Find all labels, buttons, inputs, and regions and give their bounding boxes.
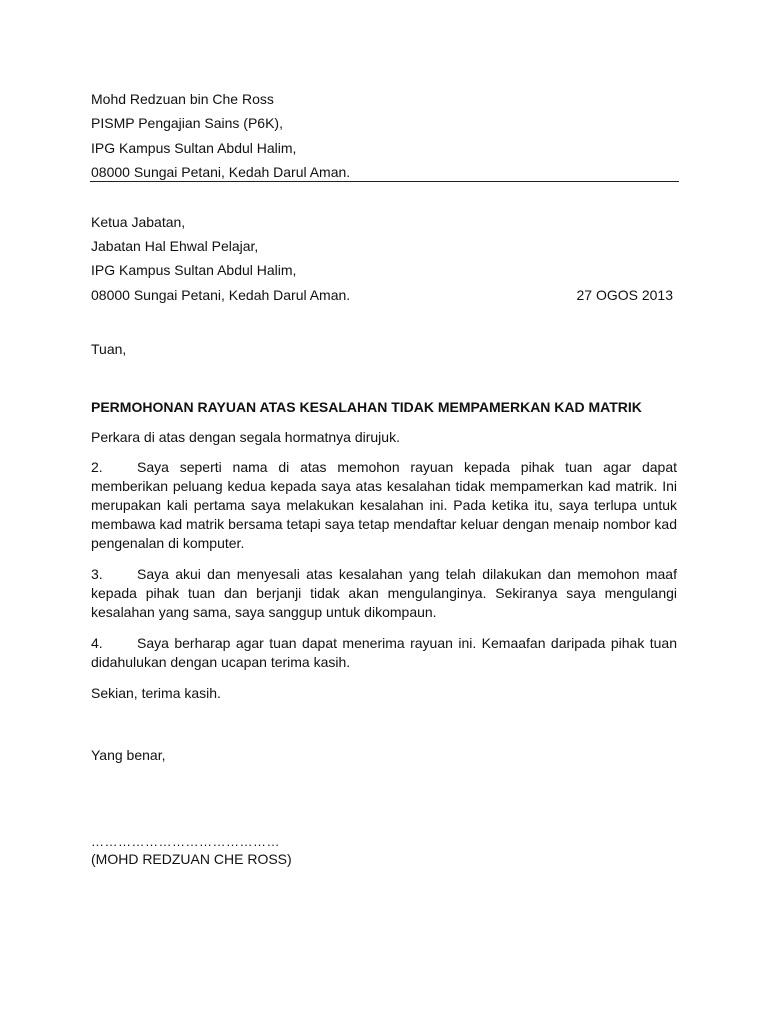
reference-line: Perkara di atas dengan segala hormatnya dirujuk.: [91, 429, 400, 445]
signatory-name: (MOHD REDZUAN CHE ROSS): [91, 851, 292, 867]
sender-name: Mohd Redzuan bin Che Ross: [91, 91, 274, 107]
paragraph-text: Saya seperti nama di atas memohon rayuan kepada pihak tuan agar dapat memberikan peluang kedua kepada saya atas kesalahan tidak mempamerkan kad matrik. Ini merupakan kali pertama saya melakukan kesalahan ini. Pada ketika itu, saya terlupa untuk membawa kad matrik bersama tetapi saya tetap mendaftar keluar dengan menaip nombor kad pengenalan di komputer.: [91, 459, 677, 551]
paragraph-4: [91, 634, 677, 672]
recipient-title: Ketua Jabatan,: [91, 214, 186, 230]
paragraph-2: [91, 458, 677, 553]
recipient-address: 08000 Sungai Petani, Kedah Darul Aman.: [91, 287, 351, 303]
letter-date: 27 OGOS 2013: [576, 287, 673, 303]
paragraph-number: 3.: [91, 566, 103, 582]
recipient-department: Jabatan Hal Ehwal Pelajar,: [91, 238, 259, 254]
letter-subject: PERMOHONAN RAYUAN ATAS KESALAHAN TIDAK MEMPAMERKAN KAD MATRIK: [91, 399, 642, 415]
sender-address: 08000 Sungai Petani, Kedah Darul Aman.: [91, 164, 351, 180]
sender-institution: IPG Kampus Sultan Abdul Halim,: [91, 140, 297, 156]
salutation: Tuan,: [91, 341, 127, 357]
paragraph-number: 4.: [91, 635, 103, 651]
signature-line: ……………………………………: [91, 834, 280, 849]
paragraph-number: 2.: [91, 459, 103, 475]
paragraph-text: Saya akui dan menyesali atas kesalahan yang telah dilakukan dan memohon maaf kepada pihak tuan dan berjanji tidak akan mengulanginya. Sekiranya saya mengulangi kesalahan yang sama, saya sanggup untuk dikompaun.: [91, 566, 677, 620]
paragraph-3: [91, 565, 677, 622]
recipient-institution: IPG Kampus Sultan Abdul Halim,: [91, 262, 297, 278]
sign-off: Yang benar,: [91, 747, 166, 763]
paragraph-text: Saya berharap agar tuan dapat menerima rayuan ini. Kemaafan daripada pihak tuan didahulukan dengan ucapan terima kasih.: [91, 635, 677, 670]
header-divider: [90, 181, 679, 182]
closing-line: Sekian, terima kasih.: [91, 685, 221, 701]
sender-program: PISMP Pengajian Sains (P6K),: [91, 115, 283, 131]
